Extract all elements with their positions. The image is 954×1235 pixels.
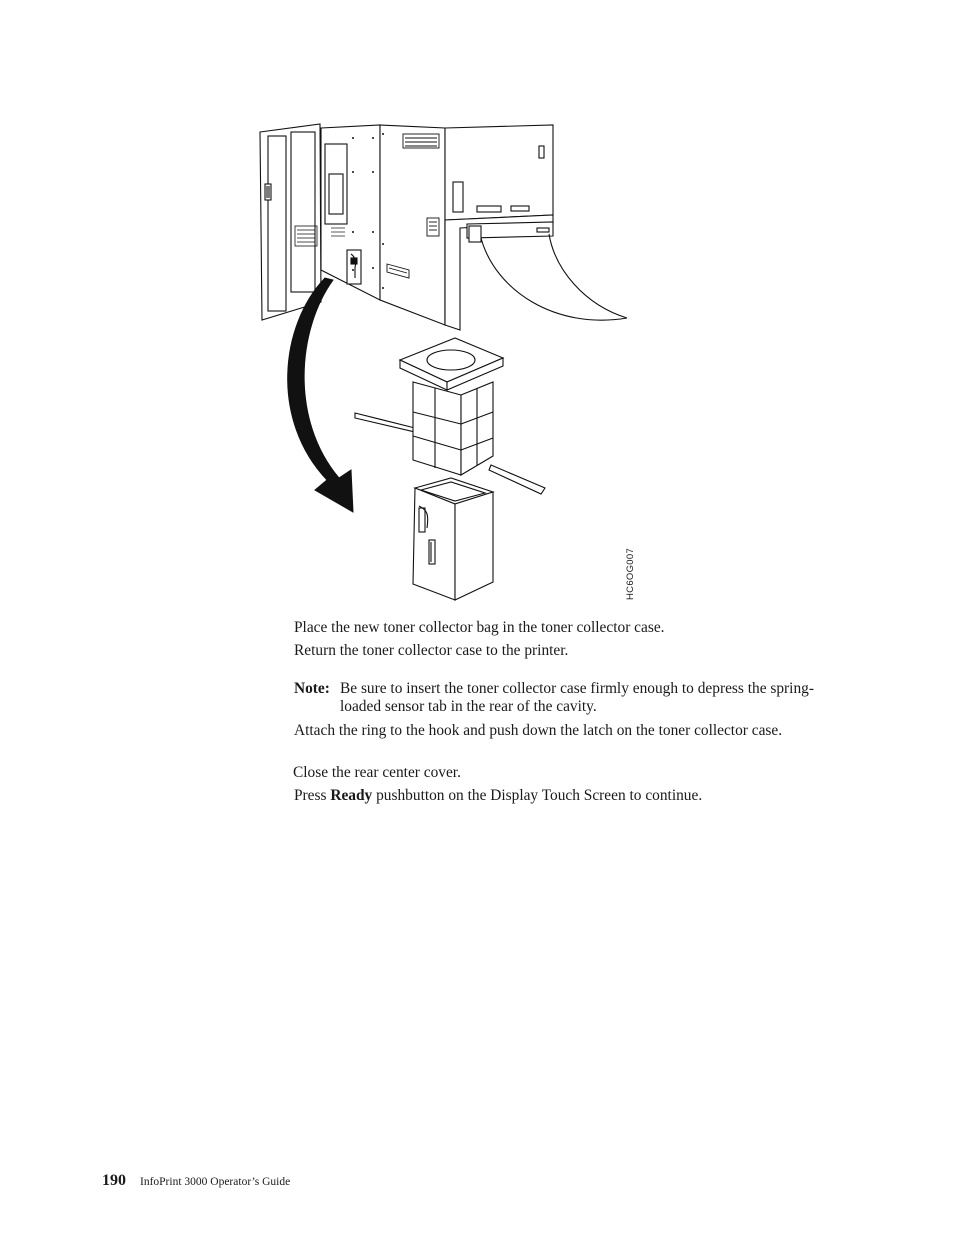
open-rear-door	[260, 124, 321, 320]
step-place-bag: Place the new toner collector bag in the toner collector case.	[294, 619, 665, 636]
step-press-ready	[294, 787, 834, 805]
page-number: 190	[102, 1172, 126, 1189]
toner-collector-bag	[355, 338, 545, 494]
figure-code: HC6OG007	[625, 547, 636, 600]
document-title: InfoPrint 3000 Operator’s Guide	[140, 1176, 291, 1188]
step-close-cover: Close the rear center cover.	[293, 764, 461, 781]
step-return-case: Return the toner collector case to the printer.	[294, 642, 569, 659]
press-suffix: pushbutton on the Display Touch Screen to continue.	[372, 787, 703, 804]
toner-collector-case	[413, 478, 493, 600]
note-block	[294, 680, 834, 716]
ready-keyword: Ready	[330, 787, 373, 804]
printer-toner-collector-illustration	[255, 120, 645, 610]
printer-body	[321, 125, 627, 330]
press-prefix: Press	[294, 787, 331, 804]
note-label: Note:	[294, 680, 330, 697]
page-footer	[102, 1172, 290, 1190]
step-attach-ring: Attach the ring to the hook and push down the latch on the toner collector case.	[294, 722, 783, 739]
insert-direction-arrow	[288, 278, 353, 512]
note-text: Be sure to insert the toner collector case firmly enough to depress the spring-loaded sensor tab in the rear of the cavity.	[340, 680, 814, 715]
